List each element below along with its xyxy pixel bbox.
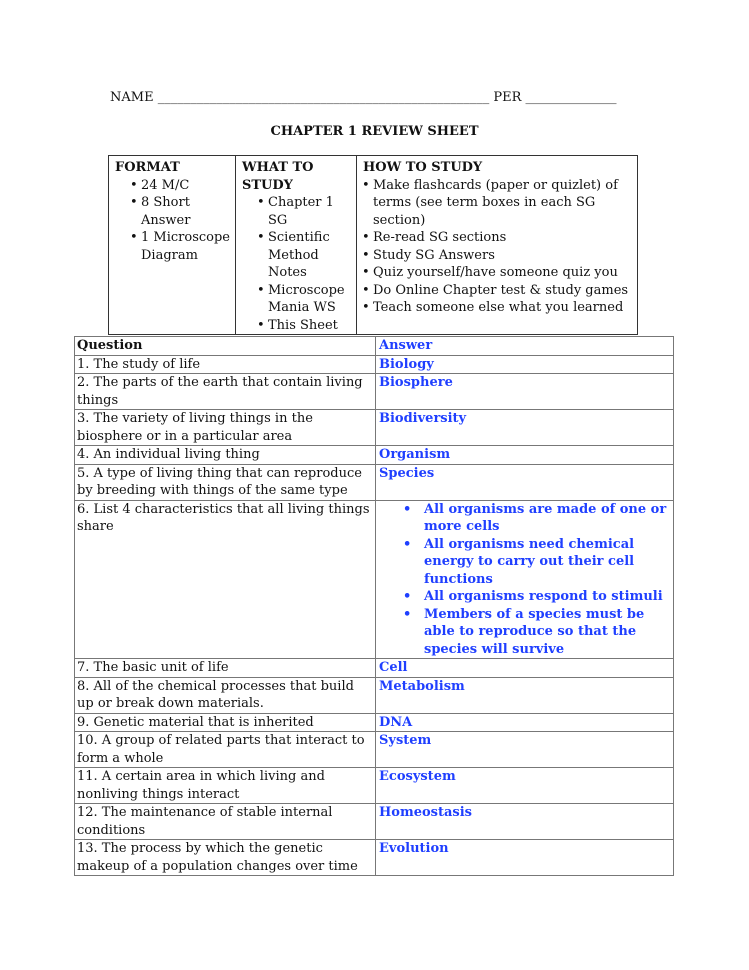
how-to-study-heading: HOW TO STUDY	[363, 160, 483, 175]
list-item: • All organisms need chemical energy to carry out their cell functions	[424, 536, 671, 589]
question-cell: 4. An individual living thing	[75, 446, 376, 465]
how-to-study-list	[363, 177, 632, 317]
question-cell: 12. The maintenance of stable internal conditions	[75, 804, 376, 840]
list-item: • Make flashcards (paper or quizlet) of terms (see term boxes in each SG section)	[363, 177, 632, 230]
list-item: • Members of a species must be able to reproduce so that the species will survive	[424, 606, 671, 659]
answer-cell: Homeostasis	[376, 804, 674, 840]
answer-cell: Metabolism	[376, 677, 674, 713]
what-to-study-heading: WHAT TO STUDY	[242, 160, 314, 193]
answer-cell: Ecosystem	[376, 768, 674, 804]
table-row	[75, 500, 674, 659]
answer-cell: Biosphere	[376, 374, 674, 410]
page-title: CHAPTER 1 REVIEW SHEET	[270, 124, 479, 139]
format-cell	[109, 156, 236, 335]
question-cell: 2. The parts of the earth that contain living things	[75, 374, 376, 410]
list-item: • 1 Microscope Diagram	[131, 229, 230, 264]
table-row	[75, 840, 674, 876]
answer-cell: DNA	[376, 713, 674, 732]
list-item: • Scientific Method Notes	[258, 229, 351, 282]
table-row	[75, 732, 674, 768]
name-period-line: NAME ___________________________________________________ PER ______________	[110, 90, 617, 105]
table-row	[75, 768, 674, 804]
study-info-table	[108, 155, 638, 335]
question-answer-table	[74, 336, 674, 876]
answer-cell: Species	[376, 464, 674, 500]
list-item: • 8 Short Answer	[131, 194, 230, 229]
answer-cell	[376, 500, 674, 659]
list-item: • This Sheet	[258, 317, 351, 335]
question-cell: 5. A type of living thing that can reproduce by breeding with things of the same type	[75, 464, 376, 500]
list-item: • All organisms respond to stimuli	[424, 588, 671, 606]
answer-cell: Evolution	[376, 840, 674, 876]
list-item: • Do Online Chapter test & study games	[363, 282, 632, 300]
list-item: • Re-read SG sections	[363, 229, 632, 247]
list-item: • All organisms are made of one or more cells	[424, 501, 671, 536]
answer-header: Answer	[376, 337, 674, 356]
list-item: • Microscope Mania WS	[258, 282, 351, 317]
format-list	[115, 177, 230, 265]
table-row	[75, 355, 674, 374]
list-item: • Chapter 1 SG	[258, 194, 351, 229]
table-row	[75, 659, 674, 678]
question-cell: 3. The variety of living things in the biosphere or in a particular area	[75, 410, 376, 446]
question-header: Question	[75, 337, 376, 356]
question-cell: 6. List 4 characteristics that all living things share	[75, 500, 376, 659]
table-header-row	[75, 337, 674, 356]
list-item: • 24 M/C	[131, 177, 230, 195]
table-row	[75, 713, 674, 732]
answer-cell: Biology	[376, 355, 674, 374]
table-row	[75, 677, 674, 713]
table-row	[75, 804, 674, 840]
answer-cell: Biodiversity	[376, 410, 674, 446]
list-item: • Study SG Answers	[363, 247, 632, 265]
list-item: • Quiz yourself/have someone quiz you	[363, 264, 632, 282]
answer-cell: Organism	[376, 446, 674, 465]
answer-cell: System	[376, 732, 674, 768]
question-cell: 7. The basic unit of life	[75, 659, 376, 678]
list-item: • Teach someone else what you learned	[363, 299, 632, 317]
characteristics-list	[379, 501, 671, 659]
question-cell: 10. A group of related parts that interact to form a whole	[75, 732, 376, 768]
question-cell: 1. The study of life	[75, 355, 376, 374]
what-to-study-list	[242, 194, 351, 334]
question-cell: 9. Genetic material that is inherited	[75, 713, 376, 732]
table-row	[75, 446, 674, 465]
question-cell: 13. The process by which the genetic makeup of a population changes over time	[75, 840, 376, 876]
what-to-study-cell	[236, 156, 357, 335]
question-cell: 8. All of the chemical processes that build up or break down materials.	[75, 677, 376, 713]
format-heading: FORMAT	[115, 160, 180, 175]
how-to-study-cell	[357, 156, 638, 335]
table-row	[75, 410, 674, 446]
table-row	[75, 464, 674, 500]
table-row	[75, 374, 674, 410]
answer-cell: Cell	[376, 659, 674, 678]
question-cell: 11. A certain area in which living and nonliving things interact	[75, 768, 376, 804]
